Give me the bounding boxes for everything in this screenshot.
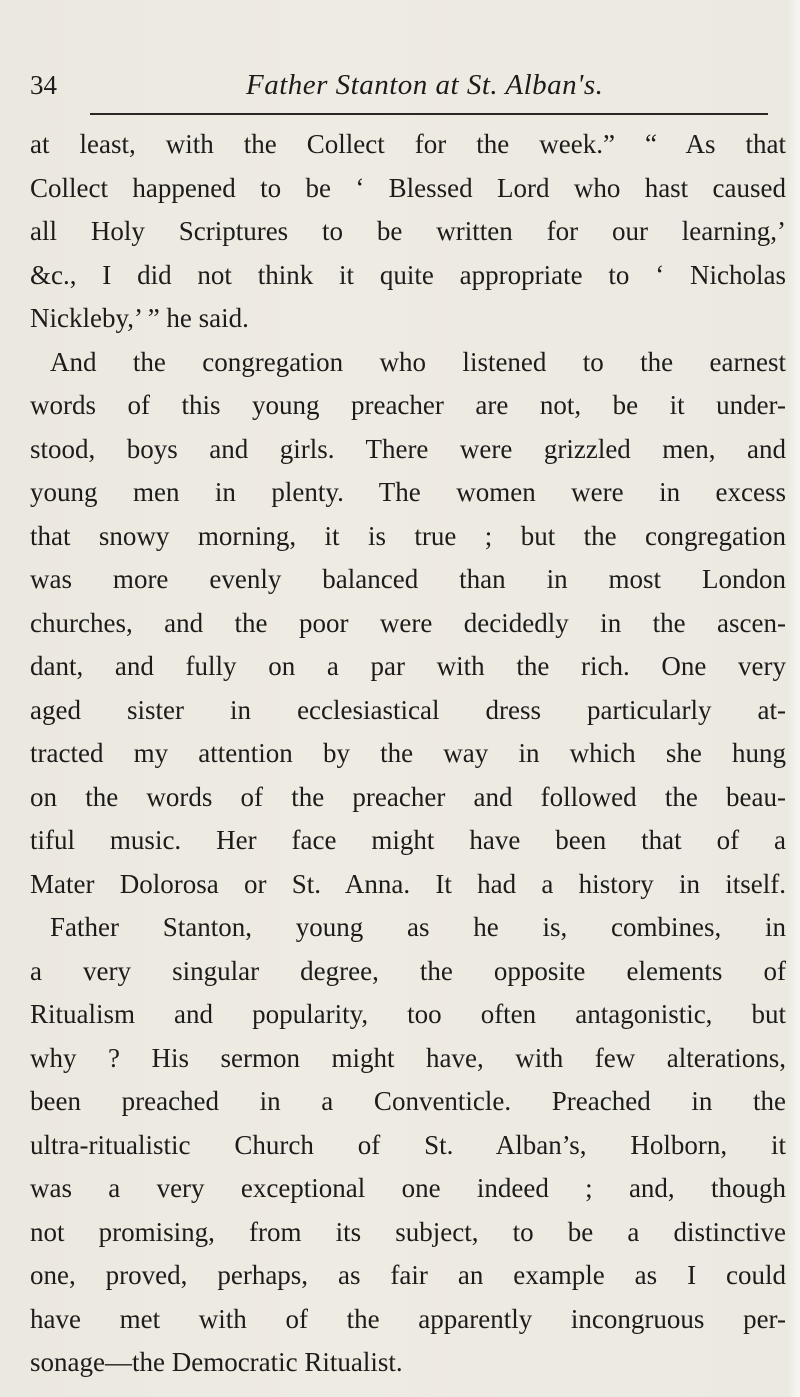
page-number: 34 xyxy=(30,70,57,100)
text-line: Ritualism and popularity, too often antagonistic, but xyxy=(30,999,786,1029)
text-line: not promising, from its subject, to be a distinctive xyxy=(30,1216,786,1247)
page-header xyxy=(30,60,790,110)
text-line: Father Stanton, young as he is, combines, in xyxy=(50,912,786,942)
text-line: on the words of the preacher and followed the beau- xyxy=(30,781,786,812)
text-line: all Holy Scriptures to be written for our learning,’ xyxy=(30,216,786,246)
text-line: stood, boys and girls. There were grizzled men, and xyxy=(30,433,786,464)
text-line: dant, and fully on a par with the rich. One very xyxy=(30,651,786,681)
text-line: sonage—the Democratic Ritualist. xyxy=(30,1347,403,1377)
text-line: Mater Dolorosa or St. Anna. It had a history in itself. xyxy=(30,868,786,899)
text-line: &c., I did not think it quite appropriate to ‘ Nicholas xyxy=(30,259,786,290)
text-line: at least, with the Collect for the week.” “ As that xyxy=(30,129,786,159)
text-line: that snowy morning, it is true ; but the congregation xyxy=(30,520,786,551)
text-line: why ? His sermon might have, with few alterations, xyxy=(30,1042,786,1073)
text-line: been preached in a Conventicle. Preached in the xyxy=(30,1086,786,1116)
text-line: Collect happened to be ‘ Blessed Lord who hast caused xyxy=(30,172,786,203)
text-line: a very singular degree, the opposite elements of xyxy=(30,955,786,986)
text-line: churches, and the poor were decidedly in the ascen- xyxy=(30,607,786,638)
text-line: one, proved, perhaps, as fair an example as I could xyxy=(30,1260,786,1290)
text-line: have met with of the apparently incongruous per- xyxy=(30,1303,786,1334)
text-line: was more evenly balanced than in most London xyxy=(30,564,786,594)
text-line: young men in plenty. The women were in excess xyxy=(30,477,786,507)
text-line: ultra-ritualistic Church of St. Alban’s, Holborn, it xyxy=(30,1129,786,1160)
running-title: Father Stanton at St. Alban's. xyxy=(246,69,604,101)
text-line: was a very exceptional one indeed ; and, though xyxy=(30,1173,786,1203)
text-line: tiful music. Her face might have been that of a xyxy=(30,825,786,855)
text-line: aged sister in ecclesiastical dress particularly at- xyxy=(30,694,786,725)
text-line: And the congregation who listened to the earnest xyxy=(50,346,786,377)
body-text xyxy=(30,123,786,1385)
header-rule xyxy=(90,113,768,115)
text-line: tracted my attention by the way in which she hung xyxy=(30,738,786,768)
text-line: words of this young preacher are not, be it under- xyxy=(30,390,786,420)
page-edge xyxy=(788,0,800,1397)
text-line: Nickleby,’ ” he said. xyxy=(30,303,249,333)
